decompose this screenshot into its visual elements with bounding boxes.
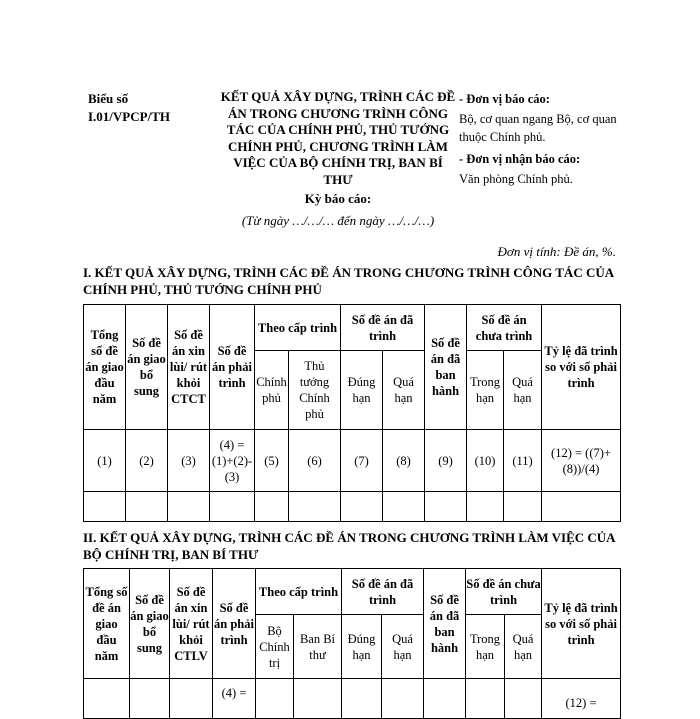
col-total: Tổng số đề án giao đầu năm bbox=[84, 569, 130, 679]
col-on-time: Đúng hạn bbox=[341, 351, 383, 430]
col-must-submit: Số đề án phải trình bbox=[210, 305, 255, 430]
data-cell bbox=[542, 492, 621, 522]
col-overdue: Quá hạn bbox=[382, 615, 424, 679]
col-withdraw: Số đề án xin lùi/ rút khỏi CTCT bbox=[168, 305, 210, 430]
data-cell bbox=[383, 492, 425, 522]
report-title: KẾT QUẢ XÂY DỰNG, TRÌNH CÁC ĐỀ ÁN TRONG CHƯƠNG TRÌNH CÔNG TÁC CỦA CHÍNH PHỦ, THỦ TƯỚNG CHÍNH PHỦ, CHƯƠNG TRÌNH LÀM VIỆC CỦA BỘ CHÍNH TRỊ, BAN BÍ THƯ bbox=[220, 89, 456, 187]
report-unit-value: Bộ, cơ quan ngang Bộ, cơ quan thuộc Chính phủ. bbox=[459, 112, 617, 144]
data-cell bbox=[84, 492, 126, 522]
col-number: (4) = (1)+(2)-(3) bbox=[210, 430, 255, 492]
unit-note: Đơn vị tính: Đề án, %. bbox=[497, 244, 616, 259]
data-cell bbox=[425, 492, 467, 522]
col-number: (4) = bbox=[213, 679, 256, 719]
col-number: (3) bbox=[168, 430, 210, 492]
col-number bbox=[342, 679, 382, 719]
col-number: (6) bbox=[289, 430, 341, 492]
col-over: Quá hạn bbox=[504, 351, 542, 430]
group-not-submitted: Số đề án chưa trình bbox=[467, 305, 542, 351]
data-cell bbox=[168, 492, 210, 522]
data-cell bbox=[210, 492, 255, 522]
col-number: (10) bbox=[467, 430, 504, 492]
report-unit-label: - Đơn vị báo cáo: bbox=[459, 92, 550, 106]
section-2-table bbox=[83, 568, 621, 719]
col-number bbox=[84, 679, 130, 719]
col-number bbox=[294, 679, 342, 719]
col-issued: Số đề án đã ban hành bbox=[424, 569, 466, 679]
col-added: Số đề án giao bổ sung bbox=[130, 569, 170, 679]
col-number: (11) bbox=[504, 430, 542, 492]
period-range: (Từ ngày …/…/… đến ngày …/…/…) bbox=[241, 213, 435, 228]
data-cell bbox=[341, 492, 383, 522]
col-number bbox=[130, 679, 170, 719]
col-number: (12) = bbox=[542, 679, 621, 719]
col-level-b: Thủ tướng Chính phủ bbox=[289, 351, 341, 430]
data-cell bbox=[126, 492, 168, 522]
col-added: Số đề án giao bổ sung bbox=[126, 305, 168, 430]
section-2-title: II. KẾT QUẢ XÂY DỰNG, TRÌNH CÁC ĐỀ ÁN TRONG CHƯƠNG TRÌNH LÀM VIỆC CỦA BỘ CHÍNH TRỊ, BAN BÍ THƯ bbox=[83, 530, 615, 562]
group-submitted: Số đề án đã trình bbox=[341, 305, 425, 351]
col-in-time: Trong hạn bbox=[466, 615, 505, 679]
group-not-submitted: Số đề án chưa trình bbox=[466, 569, 542, 615]
group-level: Theo cấp trình bbox=[256, 569, 342, 615]
col-withdraw: Số đề án xin lùi/ rút khỏi CTLV bbox=[170, 569, 213, 679]
col-ratio: Tỷ lệ đã trình so với số phải trình bbox=[542, 569, 621, 679]
col-number: (8) bbox=[383, 430, 425, 492]
section-1-title: I. KẾT QUẢ XÂY DỰNG, TRÌNH CÁC ĐỀ ÁN TRONG CHƯƠNG TRÌNH CÔNG TÁC CỦA CHÍNH PHỦ, THỦ TƯỚNG CHÍNH PHỦ bbox=[83, 265, 614, 297]
col-level-a: Chính phủ bbox=[255, 351, 289, 430]
group-submitted: Số đề án đã trình bbox=[342, 569, 424, 615]
report-units bbox=[459, 90, 629, 188]
col-over: Quá hạn bbox=[505, 615, 542, 679]
col-number bbox=[256, 679, 294, 719]
col-issued: Số đề án đã ban hành bbox=[425, 305, 467, 430]
col-number bbox=[424, 679, 466, 719]
col-ratio: Tỷ lệ đã trình so với số phải trình bbox=[542, 305, 621, 430]
col-on-time: Đúng hạn bbox=[342, 615, 382, 679]
form-code: Biểu số I.01/VPCP/TH bbox=[88, 91, 170, 124]
col-number bbox=[505, 679, 542, 719]
col-overdue: Quá hạn bbox=[383, 351, 425, 430]
col-level-a: Bộ Chính trị bbox=[256, 615, 294, 679]
col-number: (2) bbox=[126, 430, 168, 492]
col-number bbox=[382, 679, 424, 719]
section-1-table bbox=[83, 304, 621, 522]
data-cell bbox=[255, 492, 289, 522]
col-number: (1) bbox=[84, 430, 126, 492]
data-cell bbox=[289, 492, 341, 522]
col-number bbox=[466, 679, 505, 719]
data-cell bbox=[467, 492, 504, 522]
receive-unit-label: - Đơn vị nhận báo cáo: bbox=[459, 152, 581, 166]
col-must-submit: Số đề án phải trình bbox=[213, 569, 256, 679]
col-total: Tổng số đề án giao đầu năm bbox=[84, 305, 126, 430]
col-number: (7) bbox=[341, 430, 383, 492]
data-cell bbox=[504, 492, 542, 522]
period-label: Kỳ báo cáo: bbox=[304, 191, 372, 206]
col-level-b: Ban Bí thư bbox=[294, 615, 342, 679]
col-in-time: Trong hạn bbox=[467, 351, 504, 430]
col-number bbox=[170, 679, 213, 719]
group-level: Theo cấp trình bbox=[255, 305, 341, 351]
col-number: (9) bbox=[425, 430, 467, 492]
col-number: (12) = ((7)+(8))/(4) bbox=[542, 430, 621, 492]
receive-unit-value: Văn phòng Chính phủ. bbox=[459, 172, 573, 186]
col-number: (5) bbox=[255, 430, 289, 492]
